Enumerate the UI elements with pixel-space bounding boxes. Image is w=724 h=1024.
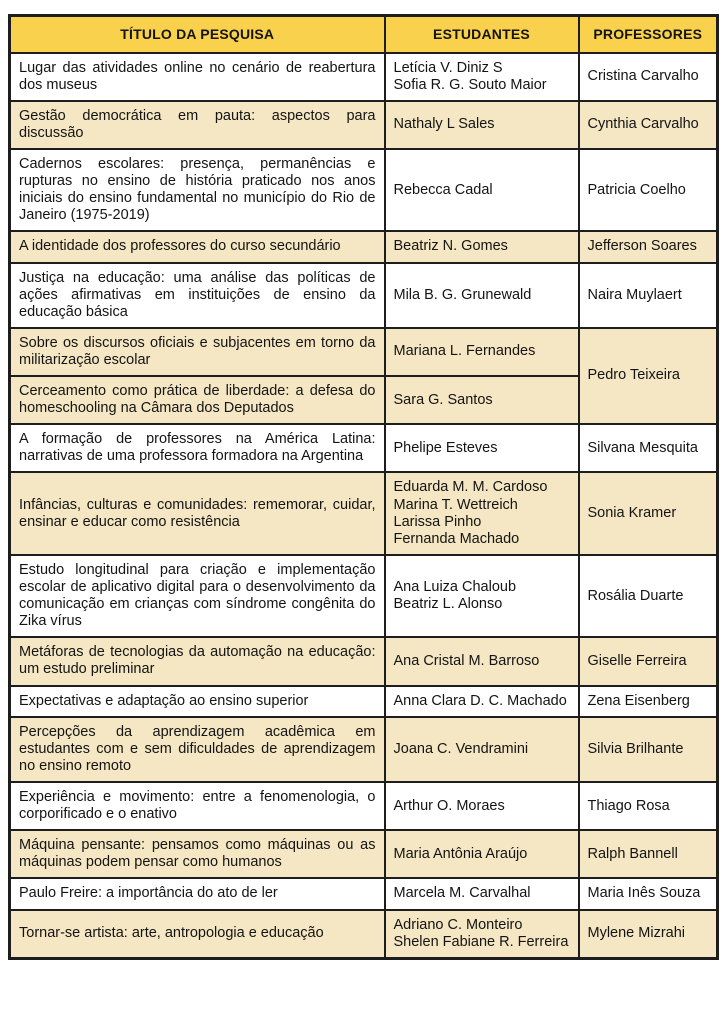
professor-cell: Jefferson Soares xyxy=(579,231,718,262)
student-name: Beatriz L. Alonso xyxy=(393,596,503,613)
student-name: Anna Clara D. C. Machado xyxy=(393,692,567,709)
student-name: Rebecca Cadal xyxy=(393,181,493,198)
table-row xyxy=(10,686,718,717)
student-name: Mila B. G. Grunewald xyxy=(393,286,532,303)
table-row xyxy=(10,878,718,909)
research-title-cell: Sobre os discursos oficiais e subjacentes em torno da militarização escolar xyxy=(10,328,385,376)
professor-cell: Ralph Bannell xyxy=(579,830,718,878)
students-cell xyxy=(385,231,579,262)
research-title-cell: Lugar das atividades online no cenário de reabertura dos museus xyxy=(10,53,385,101)
students-cell xyxy=(385,424,579,472)
student-name: Maria Antônia Araújo xyxy=(393,845,528,862)
professor-cell: Mylene Mizrahi xyxy=(579,910,718,959)
professor-cell: Sonia Kramer xyxy=(579,472,718,554)
research-title-cell: Paulo Freire: a importância do ato de ler xyxy=(10,878,385,909)
students-cell xyxy=(385,555,579,637)
professor-cell: Pedro Teixeira xyxy=(579,328,718,424)
student-name: Nathaly L Sales xyxy=(393,116,495,133)
students-cell xyxy=(385,686,579,717)
research-title-cell: Justiça na educação: uma análise das políticas de ações afirmativas em instituições de ensino da educação básica xyxy=(10,263,385,328)
students-cell xyxy=(385,328,579,376)
professor-cell: Giselle Ferreira xyxy=(579,637,718,685)
research-title-cell: Cerceamento como prática de liberdade: a defesa do homeschooling na Câmara dos Deputados xyxy=(10,376,385,424)
student-name: Letícia V. Diniz S xyxy=(393,59,503,76)
research-title-cell: Cadernos escolares: presença, permanências e rupturas no ensino de história praticado nos anos iniciais do ensino fundamental no município do Rio de Janeiro (1975-2019) xyxy=(10,149,385,231)
research-table-container xyxy=(8,14,716,960)
table-body xyxy=(10,53,718,959)
research-title-cell: Experiência e movimento: entre a fenomenologia, o corporificado e o enativo xyxy=(10,782,385,830)
header-professores: PROFESSORES xyxy=(579,16,718,53)
table-row xyxy=(10,830,718,878)
research-title-cell: Estudo longitudinal para criação e implementação escolar de aplicativo digital para o desenvolvimento da comunicação em crianças com síndrome congênita do Zika vírus xyxy=(10,555,385,637)
professor-cell: Maria Inês Souza xyxy=(579,878,718,909)
table-header xyxy=(10,16,718,53)
professor-cell: Patricia Coelho xyxy=(579,149,718,231)
table-row xyxy=(10,231,718,262)
table-row xyxy=(10,717,718,782)
header-estudantes: ESTUDANTES xyxy=(385,16,579,53)
professor-cell: Silvia Brilhante xyxy=(579,717,718,782)
student-name: Shelen Fabiane R. Ferreira xyxy=(393,933,569,950)
professor-cell: Cristina Carvalho xyxy=(579,53,718,101)
students-cell xyxy=(385,149,579,231)
table-row xyxy=(10,101,718,149)
table-row xyxy=(10,263,718,328)
student-name: Larissa Pinho xyxy=(393,513,482,530)
header-titulo-da-pesquisa: TÍTULO DA PESQUISA xyxy=(10,16,385,53)
research-title-cell: Tornar-se artista: arte, antropologia e educação xyxy=(10,910,385,959)
students-cell xyxy=(385,830,579,878)
professor-cell: Silvana Mesquita xyxy=(579,424,718,472)
student-name: Ana Luiza Chaloub xyxy=(393,579,517,596)
students-cell xyxy=(385,637,579,685)
student-name: Phelipe Esteves xyxy=(393,439,498,456)
table-row xyxy=(10,782,718,830)
student-name: Fernanda Machado xyxy=(393,530,520,547)
students-cell xyxy=(385,717,579,782)
header-row xyxy=(10,16,718,53)
research-table xyxy=(8,14,719,960)
student-name: Beatriz N. Gomes xyxy=(393,238,508,255)
research-title-cell: Máquina pensante: pensamos como máquinas ou as máquinas podem pensar como humanos xyxy=(10,830,385,878)
table-row xyxy=(10,637,718,685)
student-name: Sofia R. G. Souto Maior xyxy=(393,76,547,93)
student-name: Joana C. Vendramini xyxy=(393,740,529,757)
students-cell xyxy=(385,782,579,830)
table-row xyxy=(10,53,718,101)
professor-cell: Naira Muylaert xyxy=(579,263,718,328)
research-title-cell: Expectativas e adaptação ao ensino superior xyxy=(10,686,385,717)
table-row xyxy=(10,910,718,959)
student-name: Sara G. Santos xyxy=(393,391,493,408)
students-cell xyxy=(385,263,579,328)
student-name: Marina T. Wettreich xyxy=(393,496,518,513)
research-title-cell: Gestão democrática em pauta: aspectos para discussão xyxy=(10,101,385,149)
students-cell xyxy=(385,472,579,554)
research-title-cell: A identidade dos professores do curso secundário xyxy=(10,231,385,262)
students-cell xyxy=(385,101,579,149)
students-cell xyxy=(385,53,579,101)
student-name: Mariana L. Fernandes xyxy=(393,343,536,360)
student-name: Eduarda M. M. Cardoso xyxy=(393,479,548,496)
research-title-cell: Infâncias, culturas e comunidades: rememorar, cuidar, ensinar e educar como resistência xyxy=(10,472,385,554)
research-title-cell: Metáforas de tecnologias da automação na educação: um estudo preliminar xyxy=(10,637,385,685)
table-row xyxy=(10,555,718,637)
research-title-cell: Percepções da aprendizagem acadêmica em estudantes com e sem dificuldades de aprendizagem no ensino remoto xyxy=(10,717,385,782)
student-name: Arthur O. Moraes xyxy=(393,797,505,814)
students-cell xyxy=(385,878,579,909)
professor-cell: Rosália Duarte xyxy=(579,555,718,637)
table-row xyxy=(10,472,718,554)
student-name: Adriano C. Monteiro xyxy=(393,916,523,933)
table-row xyxy=(10,424,718,472)
student-name: Ana Cristal M. Barroso xyxy=(393,652,540,669)
table-row xyxy=(10,149,718,231)
research-title-cell: A formação de professores na América Latina: narrativas de uma professora formadora na Argentina xyxy=(10,424,385,472)
students-cell xyxy=(385,376,579,424)
table-row xyxy=(10,328,718,376)
professor-cell: Thiago Rosa xyxy=(579,782,718,830)
professor-cell: Cynthia Carvalho xyxy=(579,101,718,149)
students-cell xyxy=(385,910,579,959)
student-name: Marcela M. Carvalhal xyxy=(393,885,531,902)
professor-cell: Zena Eisenberg xyxy=(579,686,718,717)
